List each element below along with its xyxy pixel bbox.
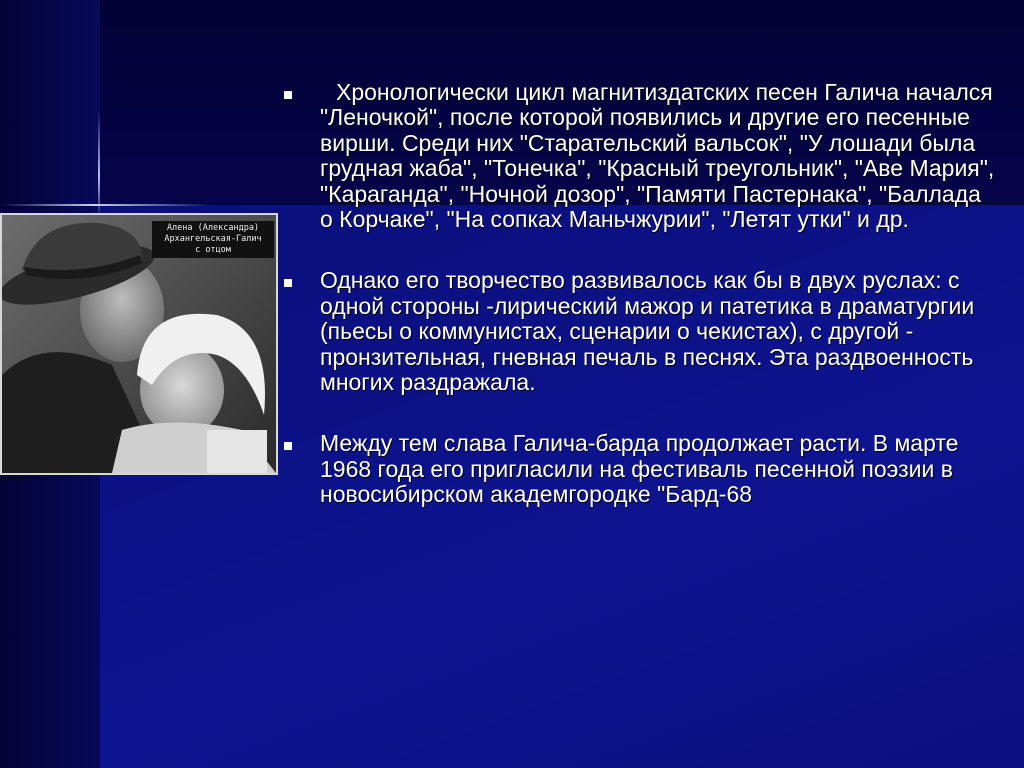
bullet-square-icon: [284, 91, 292, 99]
caption-line: Архангельская-Галич: [164, 234, 262, 244]
bullet-item: [275, 80, 995, 232]
bullet-text: Хронологически цикл магнитиздатских песен Галича начался "Леночкой", после которой появились и другие его песенные вирши. Среди них "Старательский вальсок", "У лошади была грудная жаба", "Тонечка", "Красный треугольник", "Аве Мария", "Караганда", "Ночной дозор", "Памяти Пастернака", "Баллада о Корчаке", "На сопках Маньчжурии", "Летят утки" и др.: [320, 79, 995, 233]
bullet-square-icon: [284, 442, 292, 450]
bullet-square-icon: [284, 279, 292, 287]
decorative-spark-horizontal: [0, 204, 210, 206]
photo-caption: [152, 221, 274, 258]
bullet-text: Однако его творчество развивалось как бы в двух руслах: с одной стороны -лирический мажор и патетика в драматургии (пьесы о коммунистах, сценарии о чекистах), с другой - пронзительная, гневная печаль в песнях. Эта раздвоенность многих раздражала.: [320, 267, 975, 396]
bullet-text: Между тем слава Галича-барда продолжает расти. В марте 1968 года его пригласили на фестиваль песенной поэзии в новосибирском академгородке "Бард-68: [320, 430, 959, 508]
caption-line: Алена (Александра): [166, 223, 260, 233]
photo-father-daughter: [0, 213, 278, 475]
caption-line: с отцом: [195, 245, 231, 255]
bullet-item: [275, 431, 995, 507]
bullet-item: [275, 268, 995, 395]
slide-body: [275, 80, 995, 544]
